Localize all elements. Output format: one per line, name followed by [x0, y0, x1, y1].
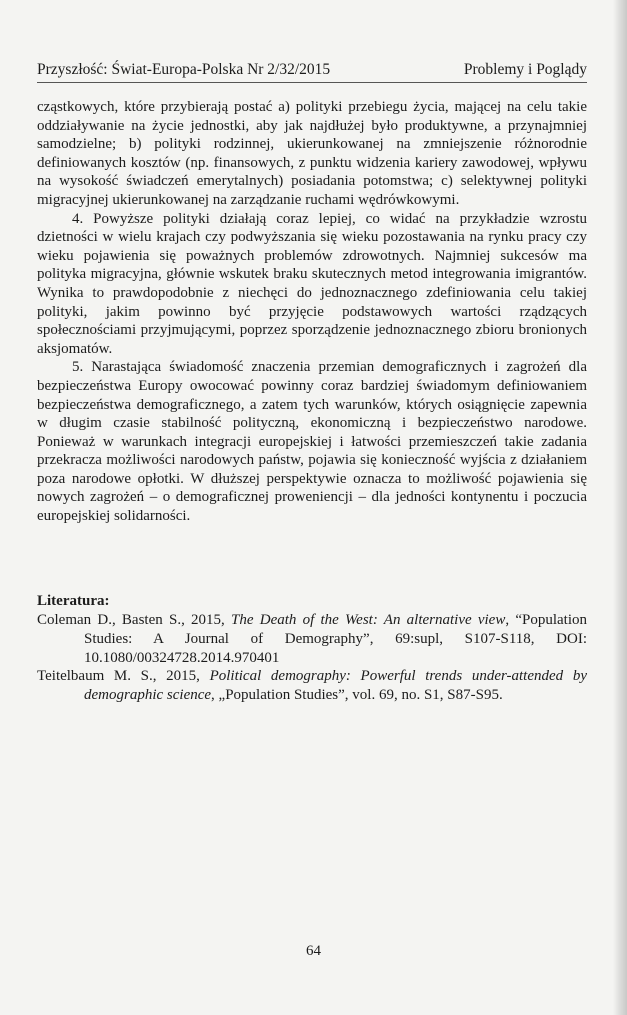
- reference-title: Political demography: Powerful trends under-attended by demographic science: [84, 668, 587, 704]
- running-header: [37, 60, 587, 83]
- main-text: [37, 98, 587, 526]
- journal-title: Przyszłość: Świat-Europa-Polska Nr 2/32/2015: [37, 61, 331, 78]
- paragraph-point-5: 5. Narastająca świadomość znaczenia przemian demograficznych i zagrożeń dla bezpieczeństwa Europy owocować powinny coraz bardziej świadomym definiowaniem bezpieczeństwa demograficznego, a zatem tych warunków, których osiągnięcie zapewnia w długim czasie stabilność polityczną, ekonomiczną i bezpieczeństwo narodowe. Ponieważ w warunkach integracji europejskiej i łatwości przemieszczeń takie zadania przekracza możliwości narodowych państw, pojawia się konieczność wyjścia z działaniem poza narodowe opłotki. W dłuższej perspektywie oznacza to możliwość pojawienia się nowych zagrożeń – o demograficznej proweniencji – dla jedności kontynentu i poczucia europejskiej solidarności.: [37, 359, 587, 525]
- paragraph-continuation: cząstkowych, które przybierają postać a) polityki przebiegu życia, mającej na celu takie oddziaływanie na życie jednostki, aby jak najdłużej było produktywne, a przynajmniej samodzielne; b) polityki rodzinnej, ukierunkowanej na zmniejszenie różnorodnie definiowanych kosztów (np. finansowych, z punktu widzenia kariery zawodowej, wpływu na wysokość świadczeń emerytalnych) posiadania potomstwa; c) selektywnej polityki migracyjnej ukierunkowanej na zarządzanie ruchami wędrówkowymi.: [37, 99, 587, 208]
- literature-heading: Literatura:: [37, 593, 110, 609]
- reference-item: Coleman D., Basten S., 2015, The Death of the West: An alternative view, “Population Studies: A Journal of Demography”, 69:supl, S107-S118, DOI: 10.1080/00324728.2014.970401: [37, 612, 587, 666]
- section-title: Problemy i Poglądy: [463, 61, 587, 78]
- reference-item: Teitelbaum M. S., 2015, Political demography: Powerful trends under-attended by demographic science, „Population Studies”, vol. 69, no. S1, S87-S95.: [37, 668, 587, 704]
- paragraph-point-4: 4. Powyższe polityki działają coraz lepiej, co widać na przykładzie wzrostu dzietności w wielu krajach czy podwyższania się wieku pozostawania na rynku pracy czy wieku pojawienia się poważnych problemów zdrowotnych. Najmniej sukcesów ma polityka migracyjna, głównie wskutek braku skutecznych metod integrowania imigrantów. Wynika to prawdopodobnie z niechęci do jednoznacznego zdefiniowania celu takiej polityki, jakim powinno być przyjęcie podstawowych wartości rządzących społecznościami przyjmującymi, poprzez sporządzenie jednoznacznego zbioru bronionych aksjomatów.: [37, 210, 587, 357]
- reference-list: [37, 611, 587, 705]
- reference-title: The Death of the West: An alternative view: [231, 612, 506, 628]
- page-edge-shadow: [613, 0, 627, 1015]
- page-number: 64: [306, 943, 321, 959]
